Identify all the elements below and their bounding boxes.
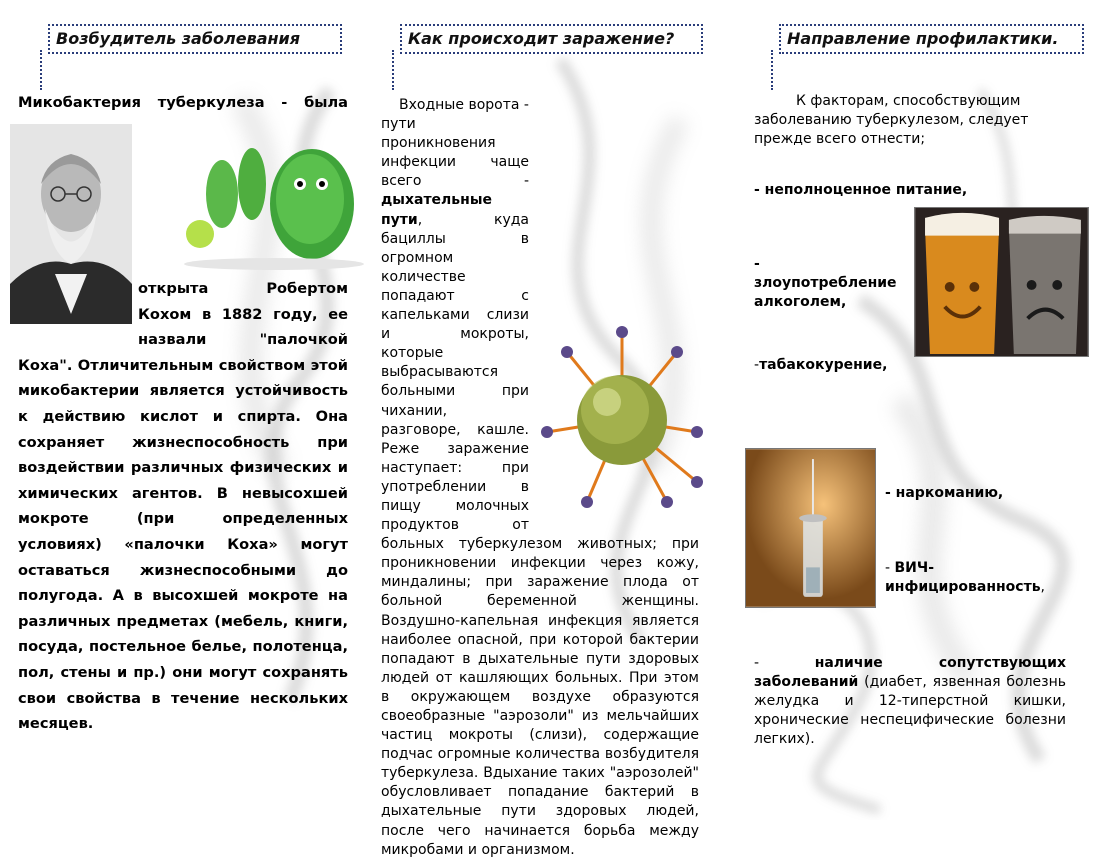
infection-text-body: , куда бациллы в огромном количестве попадают с капельками слизи и мокроты, которые выбрасываются больными при чихании, разговоре, кашле. Реже заражение наступает: при употреблении в пищу молочных продуктов от больных туберкулезом животных; при проникновении инфекции через кожу, миндалины; при заражение плода от больной беременной женщины. Воздушно-капельная инфекция является наиболее опасной, при которой бактерии попадают в дыхательные пути здоровых людей от кашляющих больных. При этом в окружающем воздухе образуются своеобразные "аэрозоли" из мельчайших частиц мокроты (слизи), содержащие подчас огромные количества возбудителя туберкулеза. Вдыхание таких "аэрозолей" обусловливает попадание бактерий в дыхательные пути здоровых людей, после чего начинается борьба между микробами и организмом. (381, 211, 699, 858)
factor-comorbidity-text: (диабет, язвенная болезнь желудка и 12-типерстной кишки, хронические неспецифические болезни легких). (754, 674, 1066, 747)
factor-alcohol-text: - злоупотребление алкоголем, (754, 256, 897, 310)
factor-smoking (754, 356, 887, 375)
factor-smoking-text: табакокурение, (759, 357, 888, 373)
prevention-intro-text: К факторам, способствующим заболеванию туберкулезом, следует прежде всего отнести; (754, 93, 1029, 147)
factor-hiv-comma: , (1040, 579, 1045, 595)
pathogen-text: Микобактерия туберкулеза - была открыта Робертом Кохом в 1882 году, ее назвали "палочкой Коха". Отличительным свойством этой микобактерии является устойчивость к действию кислот и спирта. Она сохраняет жизнеспособность при воздействии различных физических и химических агентов. В невысохшей мокроте (при определенных условиях) «палочки Коха» могут оставаться жизнеспособными до полугода. А в высохшей мокроте на различных предметах (мебель, книги, посуда, постельное белье, полотенца, пол, стены и пр.) они могут сохранять свои свойства в течение нескольких месяцев. (18, 94, 348, 733)
factor-smoking-dash: - (754, 357, 760, 373)
factor-nutrition-text: - неполноценное питание, (754, 182, 968, 198)
heading-prevention-text: Направление профилактики. (787, 29, 1059, 48)
factor-nutrition (754, 181, 967, 200)
factor-hiv-dash: - (885, 560, 895, 576)
heading-infection (400, 24, 703, 54)
heading-pathogen-text: Возбудитель заболевания (56, 29, 301, 48)
prevention-intro (754, 92, 1054, 149)
infection-column (381, 96, 699, 860)
robert-koch-portrait (10, 124, 132, 324)
infection-text-intro: Входные ворота - пути проникновения инфекции чаще всего - (381, 97, 529, 190)
heading-dots-decoration (771, 50, 779, 90)
heading-prevention (779, 24, 1084, 54)
factor-comorbidity (754, 654, 1066, 749)
factor-drugs (885, 484, 1003, 503)
syringe-picture (745, 448, 876, 608)
virus-illustration (537, 322, 707, 518)
beer-glasses-picture (914, 207, 1089, 357)
factor-drugs-text: - наркоманию, (885, 485, 1004, 501)
heading-dots-decoration (392, 50, 400, 90)
factor-comorbidity-bold: наличие сопутствующих заболеваний (754, 655, 1066, 690)
factor-comorbidity-dash: - (754, 655, 815, 671)
factor-hiv (885, 559, 1065, 597)
pathogen-column (18, 90, 348, 737)
heading-dots-decoration (40, 50, 48, 90)
heading-pathogen (48, 24, 342, 54)
heading-infection-text: Как происходит заражение? (408, 29, 675, 48)
factor-alcohol (754, 255, 904, 312)
cartoon-bacteria-illustration (182, 124, 366, 272)
factor-hiv-text: ВИЧ-инфицированность (885, 560, 1041, 595)
infection-text-bold: дыхательные пути (381, 192, 492, 228)
